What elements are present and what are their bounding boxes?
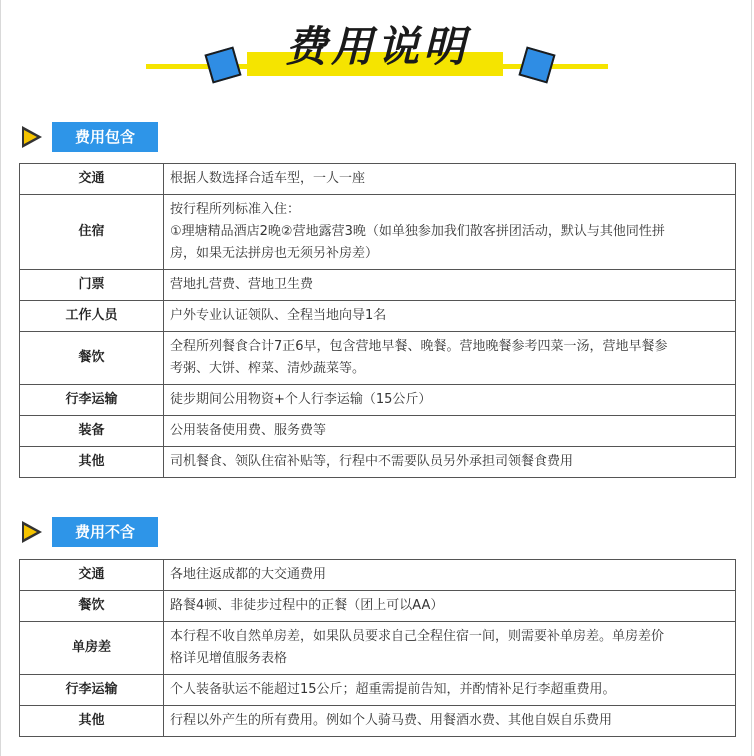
row-value-line: ①理塘精品酒店2晚②营地露营3晚（如单独参加我们散客拼团活动，默认与其他同性拼	[170, 224, 665, 239]
row-value-line: 公用装备使用费、服务费等	[170, 423, 327, 438]
table-row	[20, 447, 736, 478]
row-label: 门票	[20, 270, 164, 301]
row-value-line: 司机餐食、领队住宿补贴等，行程中不需要队员另外承担司领餐食费用	[170, 454, 574, 469]
row-value-line: 个人装备驮运不能超过15公斤；超重需提前告知，并酌情补足行李超重费用。	[170, 682, 616, 697]
table-row	[20, 332, 736, 385]
row-value	[164, 622, 736, 675]
row-label: 行李运输	[20, 385, 164, 416]
title-banner	[0, 0, 754, 100]
row-label: 装备	[20, 416, 164, 447]
row-value	[164, 270, 736, 301]
decorative-square-right-icon	[518, 46, 555, 83]
row-value-line: 本行程不收自然单房差，如果队员要求自己全程住宿一间，则需要补单房差。单房差价	[170, 629, 665, 644]
row-value-line: 各地往返成都的大交通费用	[170, 567, 327, 582]
included-table	[19, 163, 736, 478]
row-label: 交通	[20, 560, 164, 591]
table-row	[20, 560, 736, 591]
table-row	[20, 622, 736, 675]
table-row	[20, 385, 736, 416]
row-value-line: 房，如果无法拼房也无须另补房差）	[170, 246, 379, 261]
row-value	[164, 706, 736, 737]
play-triangle-icon	[22, 521, 44, 543]
table-row	[20, 591, 736, 622]
section-header-excluded	[22, 517, 222, 547]
row-value-line: 路餐4顿、非徒步过程中的正餐（团上可以AA）	[170, 598, 444, 613]
row-value	[164, 332, 736, 385]
excluded-table	[19, 559, 736, 737]
section-title-included: 费用包含	[52, 122, 158, 152]
row-label: 餐饮	[20, 332, 164, 385]
row-value-line: 营地扎营费、营地卫生费	[170, 277, 314, 292]
row-value-line: 格详见增值服务表格	[170, 651, 288, 666]
row-label: 餐饮	[20, 591, 164, 622]
play-triangle-icon	[22, 126, 44, 148]
row-value-line: 徒步期间公用物资+个人行李运输（15公斤）	[170, 392, 432, 407]
row-value	[164, 195, 736, 270]
row-label: 交通	[20, 164, 164, 195]
row-value-line: 考粥、大饼、榨菜、清炒蔬菜等。	[170, 361, 366, 376]
row-value-line: 根据人数选择合适车型，一人一座	[170, 171, 366, 186]
row-label: 其他	[20, 706, 164, 737]
page-title: 费用说明	[284, 22, 469, 71]
row-label: 单房差	[20, 622, 164, 675]
row-value	[164, 447, 736, 478]
row-value	[164, 560, 736, 591]
row-value	[164, 164, 736, 195]
row-value	[164, 416, 736, 447]
row-value	[164, 385, 736, 416]
section-header-included	[22, 122, 222, 152]
row-value-line: 全程所列餐食合计7正6早，包含营地早餐、晚餐。营地晚餐参考四菜一汤，营地早餐参	[170, 339, 668, 354]
table-row	[20, 270, 736, 301]
table-row	[20, 195, 736, 270]
row-value	[164, 591, 736, 622]
table-row	[20, 706, 736, 737]
row-value-line: 行程以外产生的所有费用。例如个人骑马费、用餐酒水费、其他自娱自乐费用	[170, 713, 613, 728]
row-label: 其他	[20, 447, 164, 478]
table-row	[20, 301, 736, 332]
row-label: 住宿	[20, 195, 164, 270]
table-row	[20, 164, 736, 195]
row-value	[164, 301, 736, 332]
row-value	[164, 675, 736, 706]
section-title-excluded: 费用不含	[52, 517, 158, 547]
table-row	[20, 416, 736, 447]
row-label: 工作人员	[20, 301, 164, 332]
row-value-line: 按行程所列标准入住：	[170, 202, 301, 217]
table-row	[20, 675, 736, 706]
row-label: 行李运输	[20, 675, 164, 706]
row-value-line: 户外专业认证领队、全程当地向导1名	[170, 308, 387, 323]
